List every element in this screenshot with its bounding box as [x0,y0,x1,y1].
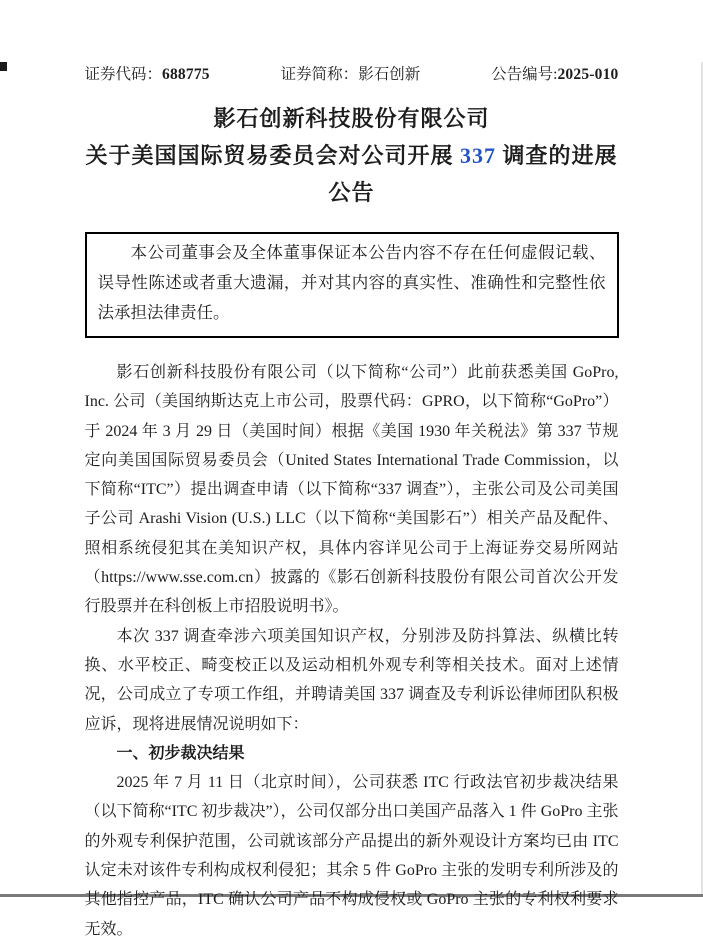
board-disclaimer-box [85,232,619,338]
announcement-number-value: 2025-010 [557,66,619,83]
body-paragraph-1: 影石创新科技股份有限公司（以下简称“公司”）此前获悉美国 GoPro, Inc. 公司（美国纳斯达克上市公司，股票代码：GPRO，以下简称“GoPro”）于 2024 年 3 月 29 日（美国时间）根据《美国 1930 年关税法》第 337 节规定向美国国际贸易委员会（United States International Trade Commission，以下简称“ITC”）提出调查申请（以下简称“337 调查”），主张公司及公司美国子公司 Arashi Vision (U.S.) LLC（以下简称“美国影石”）相关产品及配件、照相系统侵犯其在美知识产权，具体内容详见公司于上海证券交易所网站（https://www.sse.com.cn）披露的《影石创新科技股份有限公司首次公开发行股票并在科创板上市招股说明书》。 [84,364,619,616]
title-subject-suffix: 调查的进展 [496,143,618,168]
body-paragraph-2: 本次 337 调查牵涉六项美国知识产权，分别涉及防抖算法、纵横比转换、水平校正、畸变校正以及运动相机外观专利等相关技术。面对上述情况，公司成立了专项工作组，并聘请美国 337 调查及专利诉讼律师团队积极应诉，现将进展情况说明如下： [84,627,619,733]
announcement-title [85,100,619,211]
announcement-number [491,62,618,84]
section-1-heading: 一、初步裁决结果 [116,744,245,762]
title-investigation-number: 337 [460,143,496,168]
title-subject-prefix: 关于美国国际贸易委员会对公司开展 [85,143,460,168]
stock-code-label: 证券代码： [84,66,163,83]
stock-code-value: 688775 [162,66,210,83]
stock-abbr-value: 影石创新 [358,66,421,83]
announcement-number-label: 公告编号: [491,66,558,83]
stock-abbr-label: 证券简称： [280,66,359,83]
stock-abbr [281,62,421,84]
title-company-name: 影石创新科技股份有限公司 [213,106,490,131]
title-subject-line2: 公告 [328,180,375,205]
announcement-body [85,358,619,944]
stock-code [85,62,210,84]
document-content [85,62,619,944]
announcement-page [0,62,703,938]
board-disclaimer-text: 本公司董事会及全体董事保证本公告内容不存在任何虚假记载、误导性陈述或者重大遗漏，并对其内容的真实性、准确性和完整性依法承担法律责任。 [97,243,606,322]
title-subject-line [85,137,619,174]
scan-corner-artifact [0,62,7,71]
body-paragraph-3: 2025 年 7 月 11 日（北京时间），公司获悉 ITC 行政法官初步裁决结果（以下简称“ITC 初步裁决”），公司仅部分出口美国产品落入 1 件 GoPro 主张的外观专利保护范围，公司就该部分产品提出的新外观设计方案均已由 ITC 认定未对该件专利构成权利侵犯；其余 5 件 GoPro 主张的发明专利所涉及的其他指控产品，ITC 确认公司产品不构成侵权或 GoPro 主张的专利权利要求无效。 [84,774,619,938]
securities-header-row [85,62,619,84]
